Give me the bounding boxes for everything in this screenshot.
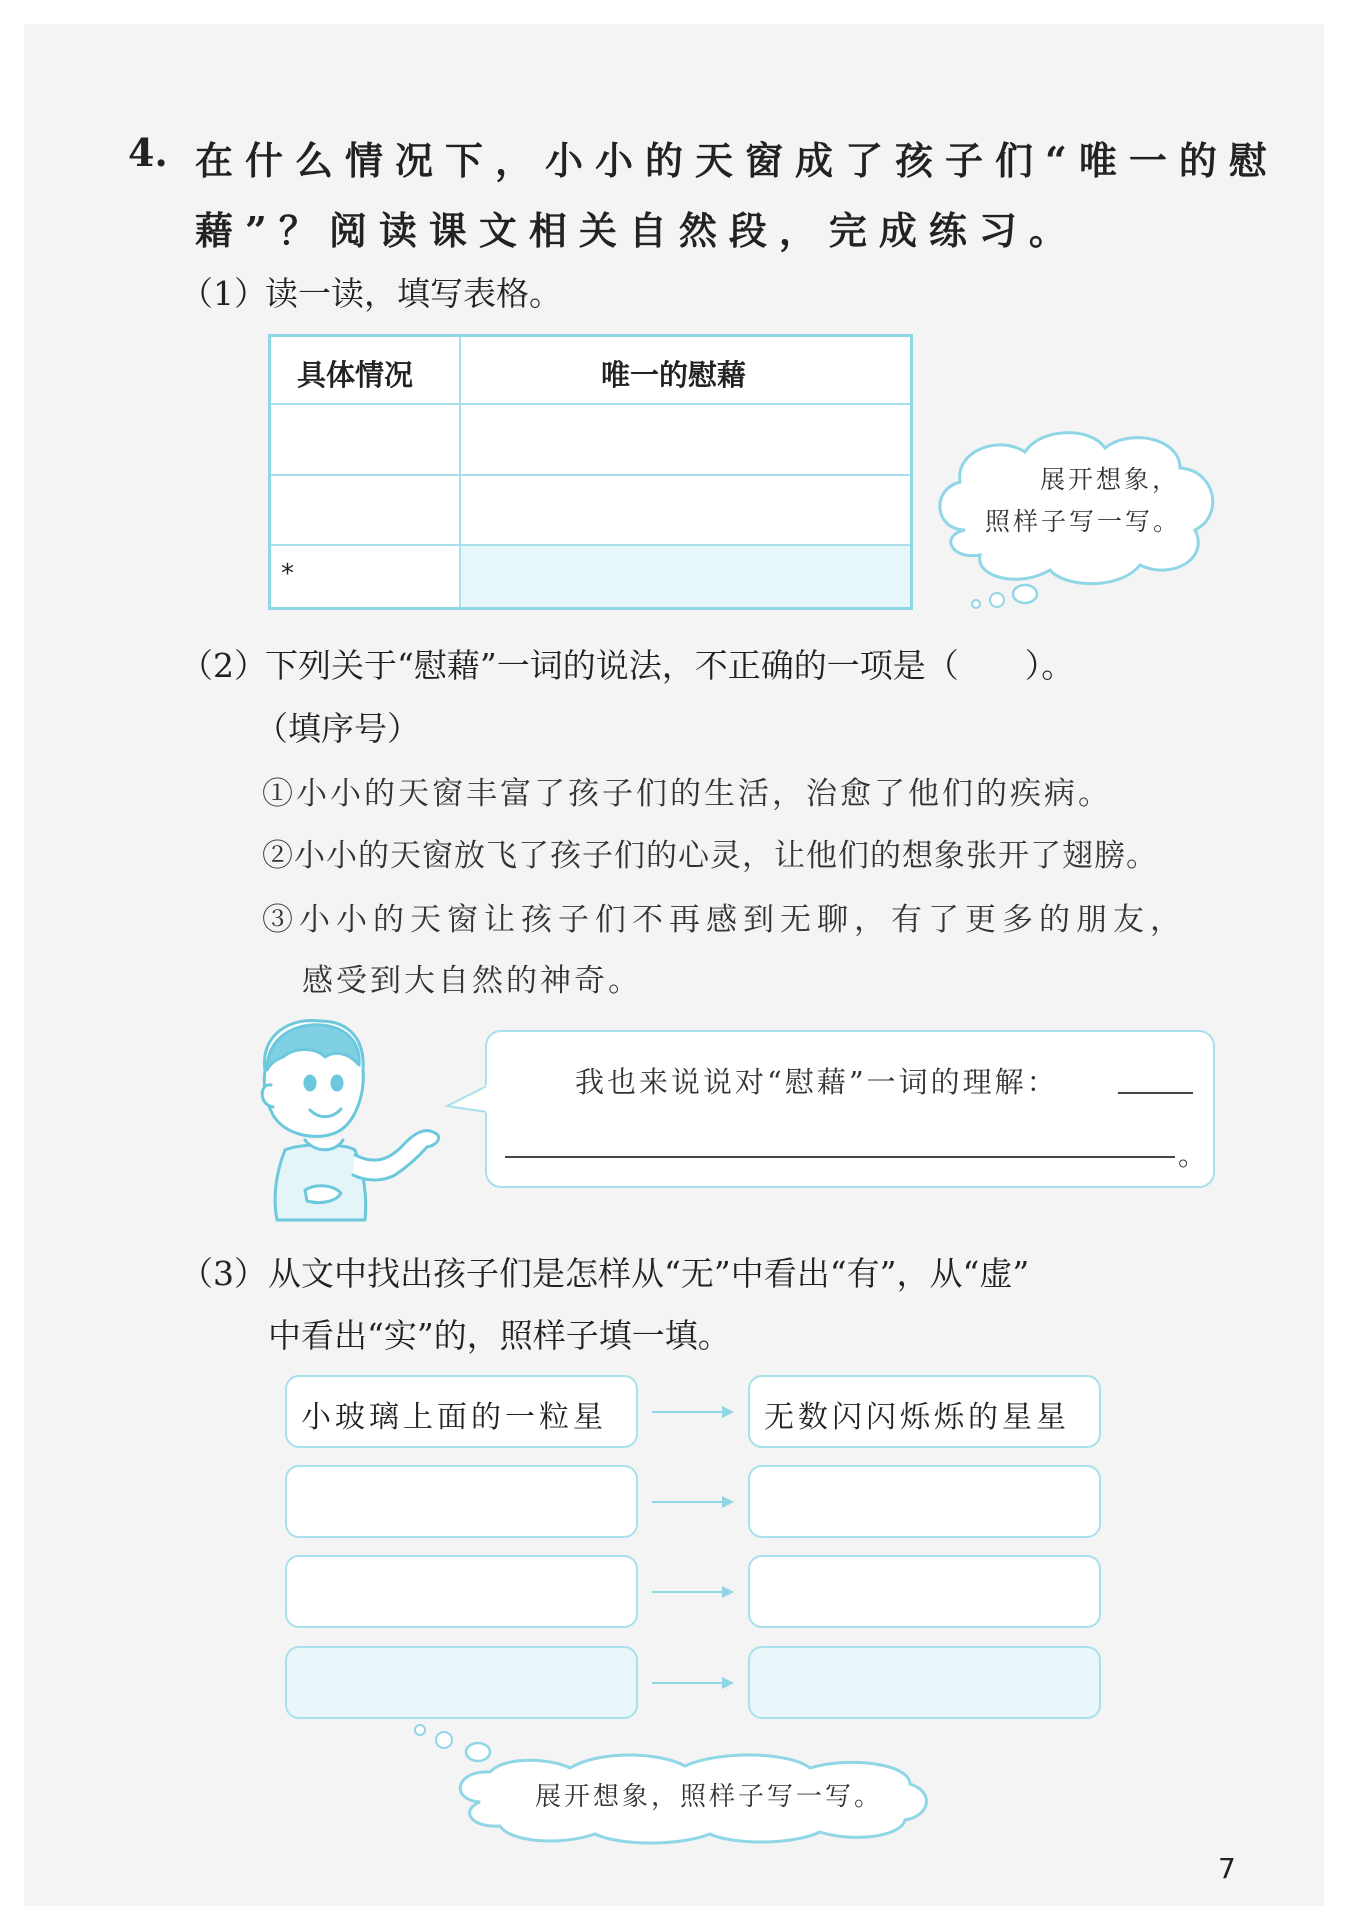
- table-cell-comfort-1[interactable]: [461, 407, 910, 472]
- example-to-text: 无数闪闪烁烁的星星: [764, 1400, 1070, 1435]
- arrow-right-icon: [652, 1404, 737, 1420]
- part3-number: （3）: [180, 1254, 267, 1293]
- speech-bubble: [485, 1030, 1215, 1188]
- situation-table: [268, 334, 913, 610]
- option-3: ③小小的天窗让孩子们不再感到无聊，有了更多的朋友，: [262, 902, 1187, 938]
- speech-end-mark: 。: [1178, 1139, 1210, 1172]
- answer-blank[interactable]: [1085, 640, 1175, 684]
- arrow-right-icon: [652, 1584, 737, 1600]
- question-number: 4.: [128, 130, 168, 175]
- from-input-box-2[interactable]: [285, 1555, 638, 1628]
- to-input-box-2[interactable]: [748, 1555, 1101, 1628]
- from-input-box-1[interactable]: [285, 1465, 638, 1538]
- table-cell-situation-2[interactable]: [271, 477, 457, 542]
- part1-instruction: 读一读，填写表格。: [265, 274, 562, 313]
- optional-row-marker: *: [281, 559, 294, 589]
- bottom-cloud-text: 展开想象，照样子写一写。: [535, 1782, 884, 1812]
- understanding-blank-1[interactable]: [1118, 1092, 1193, 1094]
- part2-note: （填序号）: [255, 709, 420, 748]
- from-input-box-3[interactable]: [285, 1646, 638, 1719]
- table-cell-situation-3[interactable]: [271, 547, 457, 607]
- boy-illustration-icon: [255, 1015, 455, 1225]
- example-from-box: [285, 1375, 638, 1448]
- table-cell-situation-1[interactable]: [271, 407, 457, 472]
- cloud-text-line1: 展开想象，: [1040, 465, 1181, 494]
- example-from-text: 小玻璃上面的一粒星: [301, 1400, 607, 1435]
- part2-number: （2）: [180, 646, 267, 685]
- to-input-box-3[interactable]: [748, 1646, 1101, 1719]
- arrow-right-icon: [652, 1494, 737, 1510]
- table-header-situation: 具体情况: [297, 358, 414, 392]
- speech-prompt: 我也来说说对“慰藉”一词的理解：: [575, 1065, 1059, 1099]
- page-number: 7: [1218, 1852, 1236, 1885]
- question-title-line1: 在什么情况下，小小的天窗成了孩子们“唯一的慰: [195, 138, 1279, 183]
- table-cell-comfort-2[interactable]: [461, 477, 910, 542]
- question-title-line2: 藉”？阅读课文相关自然段，完成练习。: [195, 208, 1079, 253]
- part1-number: （1）: [180, 274, 267, 313]
- option-1: ①小小的天窗丰富了孩子们的生活，治愈了他们的疾病。: [262, 776, 1112, 812]
- part2-question: 下列关于“慰藉”一词的说法，不正确的一项是（ ）。: [265, 646, 1075, 685]
- part3-instruction-line2: 中看出“实”的，照样子填一填。: [268, 1316, 731, 1355]
- table-cell-comfort-3[interactable]: [461, 547, 910, 607]
- example-to-box: [748, 1375, 1101, 1448]
- table-header-comfort: 唯一的慰藉: [601, 358, 747, 392]
- option-3-continued: 感受到大自然的神奇。: [302, 963, 642, 999]
- speech-pointer-icon: [445, 1082, 490, 1122]
- arrow-right-icon: [652, 1675, 737, 1691]
- part3-instruction-line1: 从文中找出孩子们是怎样从“无”中看出“有”，从“虚”: [268, 1254, 1030, 1293]
- to-input-box-1[interactable]: [748, 1465, 1101, 1538]
- option-2: ②小小的天窗放飞了孩子们的心灵，让他们的想象张开了翅膀。: [262, 838, 1158, 874]
- cloud-text-line2: 照样子写一写。: [985, 507, 1182, 536]
- understanding-blank-2[interactable]: [505, 1156, 1175, 1158]
